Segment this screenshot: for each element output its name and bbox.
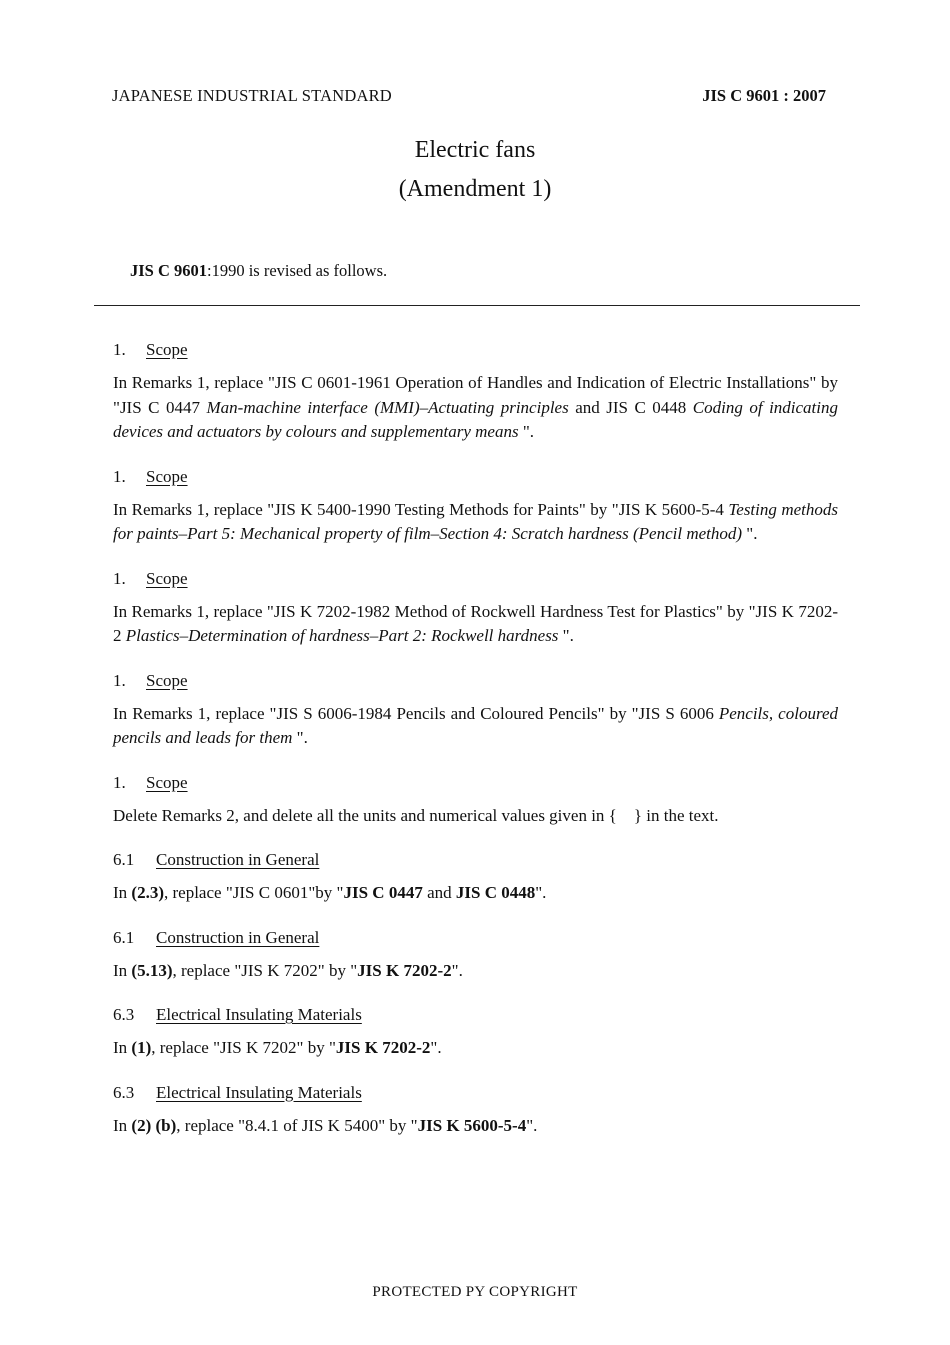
amendment-text xyxy=(113,702,838,751)
text-run: In Remarks 1, replace "JIS C 0601-1961 Operation of Handles and Indication of Electric Installations" by "JIS C 0447 xyxy=(113,373,838,417)
section-heading xyxy=(113,567,838,591)
standard-reference: JIS K 5600-5-4 xyxy=(417,1115,527,1135)
section-name: Scope xyxy=(146,772,188,792)
text-run: In Remarks 1, replace "JIS K 7202-1982 Method of Rockwell Hardness Test for Plastics" by "JIS K 7202-2 xyxy=(113,601,838,645)
amendment-item xyxy=(113,567,838,649)
text-run: ". xyxy=(742,524,758,543)
section-heading xyxy=(113,1003,838,1027)
text-run: In xyxy=(113,1038,132,1057)
text-run: and JIS C 0448 xyxy=(568,397,693,417)
italic-title: Pencils, coloured pencils and leads for them xyxy=(113,703,838,747)
amendment-item xyxy=(113,771,838,829)
section-name: Construction in General xyxy=(156,850,320,869)
revision-statement-text: :1990 is revised as follows. xyxy=(207,261,388,280)
section-number: 1. xyxy=(113,340,126,359)
text-run: ". xyxy=(292,728,308,747)
text-run: ". xyxy=(526,1115,538,1135)
standard-reference: JIS K 7202-2 xyxy=(335,1038,431,1057)
text-run: In xyxy=(113,960,132,980)
section-name: Scope xyxy=(146,568,188,588)
text-run: In xyxy=(113,883,132,902)
text-run: ". xyxy=(451,960,463,980)
text-run: , replace "8.4.1 of JIS K 5400" by " xyxy=(176,1115,418,1135)
section-heading xyxy=(113,465,838,489)
text-run: ". xyxy=(430,1038,442,1057)
amendment-item xyxy=(113,1081,838,1139)
clause-reference: (2) (b) xyxy=(131,1115,177,1135)
italic-title: Testing methods for paints–Part 5: Mechanical property of film–Section 4: Scratch hardness (Pencil method) xyxy=(113,499,838,543)
section-number: 6.3 xyxy=(113,1005,135,1024)
text-run: In Remarks 1, replace "JIS K 5400-1990 Testing Methods for Paints" by "JIS K 5600-5-4 xyxy=(113,499,729,519)
revision-statement xyxy=(130,261,387,281)
copyright-notice: PROTECTED PY COPYRIGHT xyxy=(372,1284,578,1300)
amendment-text xyxy=(113,600,838,649)
amendment-text xyxy=(113,1114,838,1139)
amendment-text xyxy=(113,371,838,445)
section-number: 6.3 xyxy=(113,1082,135,1102)
amendment-item xyxy=(113,669,838,751)
section-number: 1. xyxy=(113,772,126,792)
italic-title: Plastics–Determination of hardness–Part 2: Rockwell hardness xyxy=(125,626,559,645)
amendment-text xyxy=(113,959,838,984)
italic-title: Man-machine interface (MMI)–Actuating principles xyxy=(206,397,569,417)
section-heading xyxy=(113,1081,838,1105)
document-subtitle: (Amendment 1) xyxy=(398,176,552,202)
section-heading xyxy=(113,771,838,795)
amendment-item xyxy=(113,848,838,906)
section-name: Electrical Insulating Materials xyxy=(156,1005,362,1024)
divider xyxy=(94,305,860,306)
section-number: 6.1 xyxy=(113,927,135,947)
text-run: ". xyxy=(535,883,547,902)
amendment-text xyxy=(113,498,838,547)
section-heading xyxy=(113,669,838,693)
amendment-list xyxy=(113,338,838,1138)
text-run: ". xyxy=(558,626,574,645)
amendment-item xyxy=(113,338,838,445)
text-run: , replace "JIS K 7202" by " xyxy=(172,960,358,980)
amendment-text: Delete Remarks 2, and delete all the units and numerical values given in { } in the text. xyxy=(113,805,719,825)
document-title: Electric fans xyxy=(414,137,536,163)
clause-reference: (2.3) xyxy=(131,883,164,902)
standard-number: JIS C 9601 : 2007 xyxy=(702,86,826,105)
clause-reference: (5.13) xyxy=(131,960,173,980)
amendment-item xyxy=(113,1003,838,1061)
text-run: , replace "JIS K 7202" by " xyxy=(151,1038,336,1057)
section-name: Electrical Insulating Materials xyxy=(156,1082,362,1102)
section-name: Construction in General xyxy=(156,927,320,947)
revised-standard-code: JIS C 9601 xyxy=(130,261,208,280)
section-heading xyxy=(113,926,838,950)
amendment-item xyxy=(113,465,838,547)
text-run: In xyxy=(113,1115,132,1135)
amendment-text xyxy=(113,1036,838,1061)
section-heading xyxy=(113,848,838,872)
amendment-item xyxy=(113,926,838,984)
standard-label: JAPANESE INDUSTRIAL STANDARD xyxy=(112,86,392,105)
amendment-text xyxy=(113,881,838,906)
section-name: Scope xyxy=(146,340,188,359)
section-number: 6.1 xyxy=(113,850,135,869)
italic-title: Coding of indicating devices and actuators by colours and supplementary means xyxy=(113,397,839,441)
clause-reference: (1) xyxy=(131,1038,152,1057)
standard-reference: JIS C 0447 xyxy=(343,883,423,902)
text-run: ". xyxy=(518,422,535,441)
section-number: 1. xyxy=(113,568,126,588)
section-heading xyxy=(113,338,838,362)
text-run: In Remarks 1, replace "JIS S 6006-1984 Pencils and Coloured Pencils" by "JIS S 6006 xyxy=(113,703,719,723)
section-number: 1. xyxy=(113,466,126,486)
standard-reference: JIS C 0448 xyxy=(455,883,536,902)
section-name: Scope xyxy=(146,670,188,690)
section-name: Scope xyxy=(146,466,188,486)
text-run: and xyxy=(422,883,456,902)
text-run: , replace "JIS C 0601"by " xyxy=(164,883,344,902)
standard-reference: JIS K 7202-2 xyxy=(357,960,452,980)
section-number: 1. xyxy=(113,670,126,690)
